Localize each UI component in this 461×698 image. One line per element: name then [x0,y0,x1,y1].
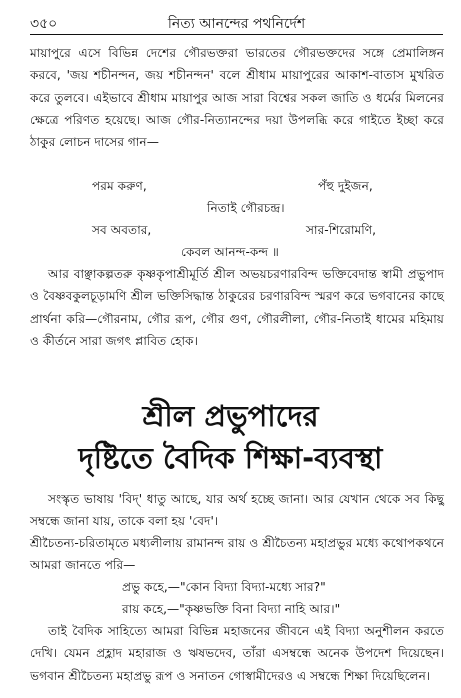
page-header [30,8,443,35]
chapter-title-line-1: শ্রীল প্রভুপাদের [142,399,319,433]
paragraph-5: তাই বৈদিক সাহিত্যে আমরা বিভিন্ন মহাজনের জীবনে এই বিদ্যা অনুশীলন করতে দেখি। যেমন প্রহ্লাদ মহারাজ ও ঋষভদেব, তাঁরা এসম্বন্ধে অনেক উপদেশ দিয়েছেন। ভগবান শ্রীচৈতন্য মহাপ্রভু রূপ ও সনাতন গোস্বামীদেরও এ সম্বন্ধে শিক্ষা দিয়েছিলেন। [30,624,444,683]
chapter-title-line-2: দৃষ্টিতে বৈদিক শিক্ষা-ব্যবস্থা [78,441,383,475]
verse-line-1b: পঁহু দুইজন, [318,179,373,193]
verse-line-3b: সার-শিরোমণি, [306,223,377,237]
verse-line-1a: পরম করুণ, [92,179,147,193]
verse-line-3a: সব অবতার, [92,223,152,237]
paragraph-3: সংস্কৃত ভাষায় 'বিদ্' ধাতু আছে, যার অর্থ হচ্ছে জানা। আর যেখান থেকে সব কিছু সম্বন্ধে জানা যায়, তাকে বলা হয় 'বেদ'। [30,492,444,529]
dialog-line-1: প্রভু কহে,—"কোন বিদ্যা বিদ্যা-মধ্যে সার?" [122,580,326,594]
verse-line-4: কেবল আনন্দ-কন্দ ॥ [181,245,279,259]
verse-line-2: নিতাই গৌরচন্দ্র। [207,201,285,215]
page-number: ৩৫০ [30,16,58,32]
dialog-line-2: রায় কহে,—"কৃষ্ণভক্তি বিনা বিদ্যা নাহি আর।" [122,602,341,616]
paragraph-2: আর বাঞ্ছাকল্পতরু কৃষ্ণকৃপাশ্রীমূর্তি শ্রীল অভয়চরণারবিন্দ ভক্তিবেদান্ত স্বামী প্রভুপাদ ও বৈষ্ণবকুলচূড়ামণি শ্রীল ভক্তিসিদ্ধান্ত ঠাকুরের চরণারবিন্দ স্মরণ করে ভগবানের কাছে প্রার্থনা করি—গৌরনাম, গৌর রূপ, গৌর গুণ, গৌরলীলা, গৌর-নিতাই ধামের মহিমায় ও কীর্তনে সারা জগৎ প্লাবিত হোক। [30,267,444,348]
paragraph-1: মায়াপুরে এসে বিভিন্ন দেশের গৌরভক্তরা ভারতের গৌরভক্তদের সঙ্গে প্রেমালিঙ্গন করবে, 'জয় শচীনন্দন, জয় শচীনন্দন' বলে শ্রীধাম মায়াপুরের আকাশ-বাতাস মুখরিত করে তুলবে। এইভাবে শ্রীধাম মায়াপুর আজ সারা বিশ্বের সকল জাতি ও ধর্মের মিলনের ক্ষেত্রে পরিণত হয়েছে। আজ গৌর-নিত্যানন্দের দয়া উপলব্ধি করে গাইতে ইচ্ছা করে ঠাকুর লোচন দাসের গান— [30,46,444,150]
paragraph-4: শ্রীচৈতন্য-চরিতামৃতে মধ্যলীলায় রামানন্দ রায় ও শ্রীচৈতন্য মহাপ্রভুর মধ্যে কথোপকথনে আমরা জানতে পরি— [30,536,444,573]
running-head: নিত্য আনন্দের পথনির্দেশ [167,16,306,32]
